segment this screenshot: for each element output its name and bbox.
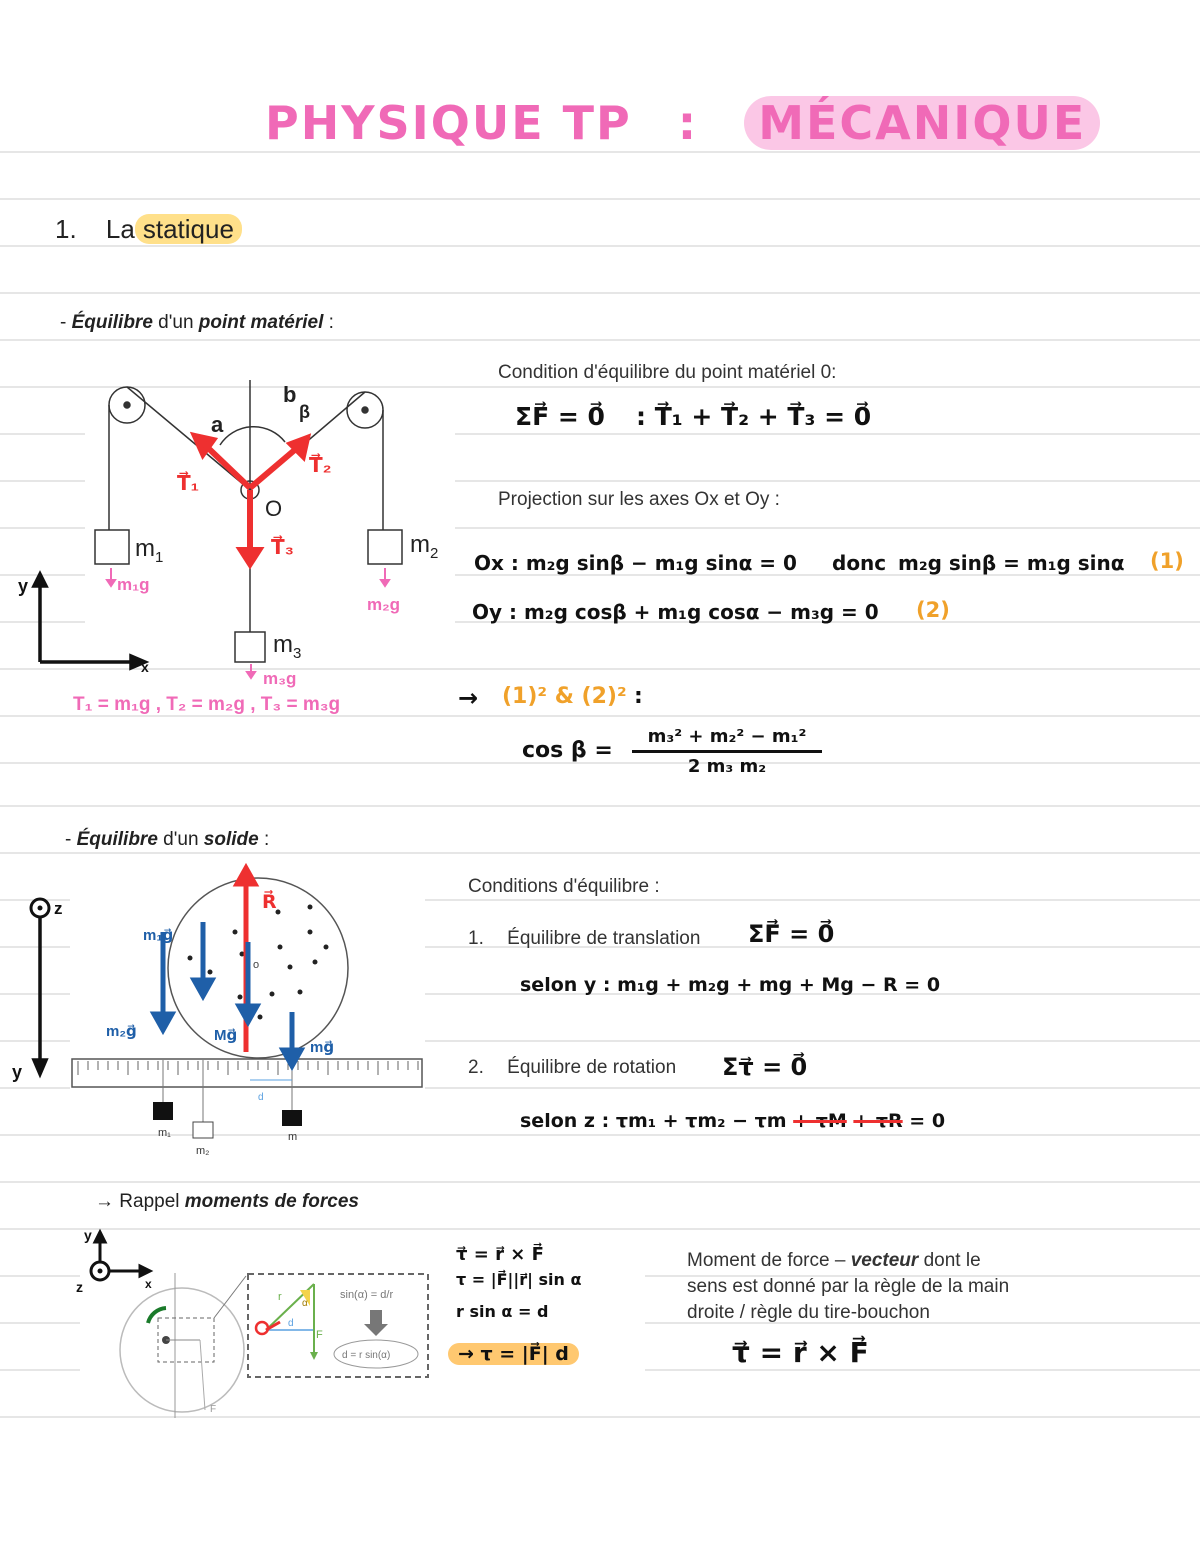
label-beta: β (299, 402, 310, 422)
oy-equation: Oy : m₂g cosβ + m₁g cosα − m₃g = 0 (472, 600, 879, 624)
axis-y-solid-label: y (12, 1062, 23, 1082)
solid-heading (65, 829, 269, 851)
label-O: O (265, 496, 283, 521)
item1-number: 1. (468, 928, 484, 949)
moment-box-eq: sin(α) = d/r (340, 1289, 394, 1301)
mass-m2 (368, 530, 402, 564)
moment-eq4: → τ = |F⃗| d (448, 1343, 579, 1365)
section-highlight: statique (135, 214, 242, 244)
section-number: 1. (55, 214, 77, 244)
item1-text: Équilibre de translation (507, 928, 701, 949)
label-m2-solid: m₂ (196, 1145, 210, 1157)
moments-heading-plain: Rappel (114, 1191, 185, 1212)
moment-axis-y-label: y (84, 1228, 92, 1243)
label-a: a (211, 412, 224, 437)
solid-heading-prefix: - (65, 829, 77, 850)
moment-big-equation: τ⃗ = r⃗ × F⃗ (732, 1336, 869, 1369)
moment-desc-bold: vecteur (850, 1250, 919, 1271)
section-heading (55, 214, 242, 245)
label-m2: $m_2$ (410, 531, 439, 562)
title-colon: : (677, 96, 699, 150)
point-heading-suffix: : (323, 312, 334, 333)
item2-end: = 0 (909, 1110, 946, 1132)
pulley-diagram (15, 370, 455, 740)
ox-equation: Ox : m₂g sinβ − m₁g sinα = 0 (474, 551, 797, 575)
solid-heading-mid: d'un (157, 829, 204, 850)
moment-label-d: d (288, 1318, 294, 1329)
label-t2: T⃗₂ (309, 455, 332, 477)
item1 (468, 928, 700, 950)
item2-line (520, 1110, 945, 1132)
solid-heading-bold2: solide (203, 829, 259, 850)
tension-arrow-t1 (205, 445, 250, 488)
item2-term-c: + τM (793, 1110, 847, 1132)
tension-relation: T₁ = m₁g , T₂ = m₂g , T₃ = m₃g (73, 694, 341, 715)
mass-m1-solid (153, 1102, 173, 1120)
item2-term-d: + τR (853, 1110, 903, 1132)
point-heading (60, 312, 334, 334)
label-w1: m₁g (117, 575, 150, 594)
ox-tag: (1) (1150, 549, 1184, 573)
moment-label-F: F (316, 1329, 323, 1341)
moment-label-r: r (278, 1291, 282, 1303)
axis-y-label: y (18, 576, 29, 596)
mass-m-solid (282, 1110, 302, 1126)
moment-desc-line2: sens est donné par la règle de la main (687, 1276, 1010, 1297)
label-w2: m₂g (367, 595, 401, 614)
ox-equation-2: m₂g sinβ = m₁g sinα (898, 551, 1125, 575)
label-t3: T⃗₃ (271, 537, 294, 559)
point-heading-mid: d'un (152, 312, 199, 333)
moment-wheel (120, 1288, 244, 1412)
disk-diagram (10, 862, 430, 1162)
title-part1: PHYSIQUE TP (265, 96, 632, 150)
label-f2: m₂g⃗ (106, 1023, 137, 1040)
mass-m2-solid (193, 1122, 213, 1138)
item2-term-a: τm₁ + τm₂ (615, 1110, 726, 1132)
axis-z-label: z (54, 899, 63, 918)
ox-donc: donc (832, 551, 887, 575)
moment-diagram (70, 1228, 440, 1428)
section-word: La (105, 214, 135, 244)
condition-text: Condition d'équilibre du point matériel 0: (498, 362, 837, 383)
moment-eq1: τ⃗ = r⃗ × F⃗ (456, 1244, 544, 1265)
item2-text: Équilibre de rotation (507, 1057, 677, 1078)
oy-tag: (2) (916, 598, 950, 622)
label-m1: $m_1$ (135, 535, 164, 566)
conditions-text: Conditions d'équilibre : (468, 876, 660, 897)
label-b: b (283, 382, 297, 407)
ruler (72, 1059, 422, 1087)
moment-box-eq2: d = r sin(α) (342, 1350, 391, 1361)
label-t1: T⃗₁ (177, 473, 199, 495)
label-o: o (253, 959, 260, 971)
label-f3: Mg⃗ (214, 1027, 238, 1044)
moment-wheel-F: F (210, 1404, 217, 1415)
moment-desc-2: dont le (918, 1250, 981, 1271)
projection-text: Projection sur les axes Ox et Oy : (498, 489, 780, 510)
tension-arrow-t3-head (241, 550, 259, 564)
solid-heading-suffix: : (258, 829, 270, 850)
cos-beta-numerator: m₃² + m₂² − m₁² (632, 726, 822, 753)
tension-arrow-t2 (250, 448, 297, 488)
axis-x-label: x (141, 659, 149, 675)
eq-tensions: : T⃗₁ + T⃗₂ + T⃗₃ = 0⃗ (636, 402, 872, 431)
item1-equation: ΣF⃗ = 0⃗ (748, 920, 835, 948)
moment-eq3: r sin α = d (456, 1302, 549, 1321)
item1-line: selon y : m₁g + m₂g + mg + Mg − R = 0 (520, 974, 941, 996)
label-f1: m₁g⃗ (143, 927, 174, 944)
point-heading-bold2: point matériel (198, 312, 324, 333)
moments-arrow: → (95, 1191, 114, 1212)
solid-heading-bold1: Équilibre (76, 829, 158, 850)
moment-desc-1: Moment de force – (687, 1250, 851, 1271)
cos-beta-lhs: cos β = (522, 738, 613, 763)
moments-heading (95, 1191, 359, 1213)
moment-axis-z-label: z (76, 1279, 83, 1295)
item2 (468, 1057, 676, 1079)
item2-equation: Στ⃗ = 0⃗ (722, 1053, 808, 1081)
label-m-solid: m (288, 1131, 298, 1143)
cos-beta-fraction (632, 726, 822, 777)
moment-eq2: τ = |F⃗||r⃗| sin α (456, 1270, 582, 1289)
moment-eq4-wrap (448, 1343, 579, 1365)
combine-expression: (1)² & (2)² (502, 684, 627, 709)
moment-desc-line3: droite / règle du tire-bouchon (687, 1302, 930, 1323)
item2-number: 2. (468, 1057, 484, 1078)
label-w3: m₃g (263, 669, 297, 688)
mass-m3 (235, 632, 265, 662)
item2-prefix: selon z : (520, 1110, 610, 1132)
moment-label-alpha: α (302, 1298, 308, 1309)
moments-heading-bold: moments de forces (184, 1191, 360, 1212)
eq-sum-forces: ΣF⃗ = 0⃗ (515, 402, 605, 431)
cos-beta-denominator: 2 m₃ m₂ (687, 756, 767, 777)
label-m3: $m_3$ (273, 631, 302, 662)
moment-description (687, 1248, 1009, 1326)
title-part2: MÉCANIQUE (744, 96, 1100, 150)
mass-m1 (95, 530, 129, 564)
label-f4: mg⃗ (310, 1039, 335, 1056)
moment-axis-x-label: x (145, 1277, 152, 1291)
point-heading-prefix: - (60, 312, 72, 333)
combine-arrow: → (458, 684, 479, 712)
combine-colon: : (634, 684, 643, 709)
page-title (265, 96, 1100, 150)
label-m1-solid: m₁ (158, 1127, 171, 1139)
item2-term-b: − τm (732, 1110, 787, 1132)
label-R: R⃗ (262, 892, 277, 913)
point-heading-bold1: Équilibre (71, 312, 153, 333)
label-d-solid: d (258, 1092, 264, 1103)
